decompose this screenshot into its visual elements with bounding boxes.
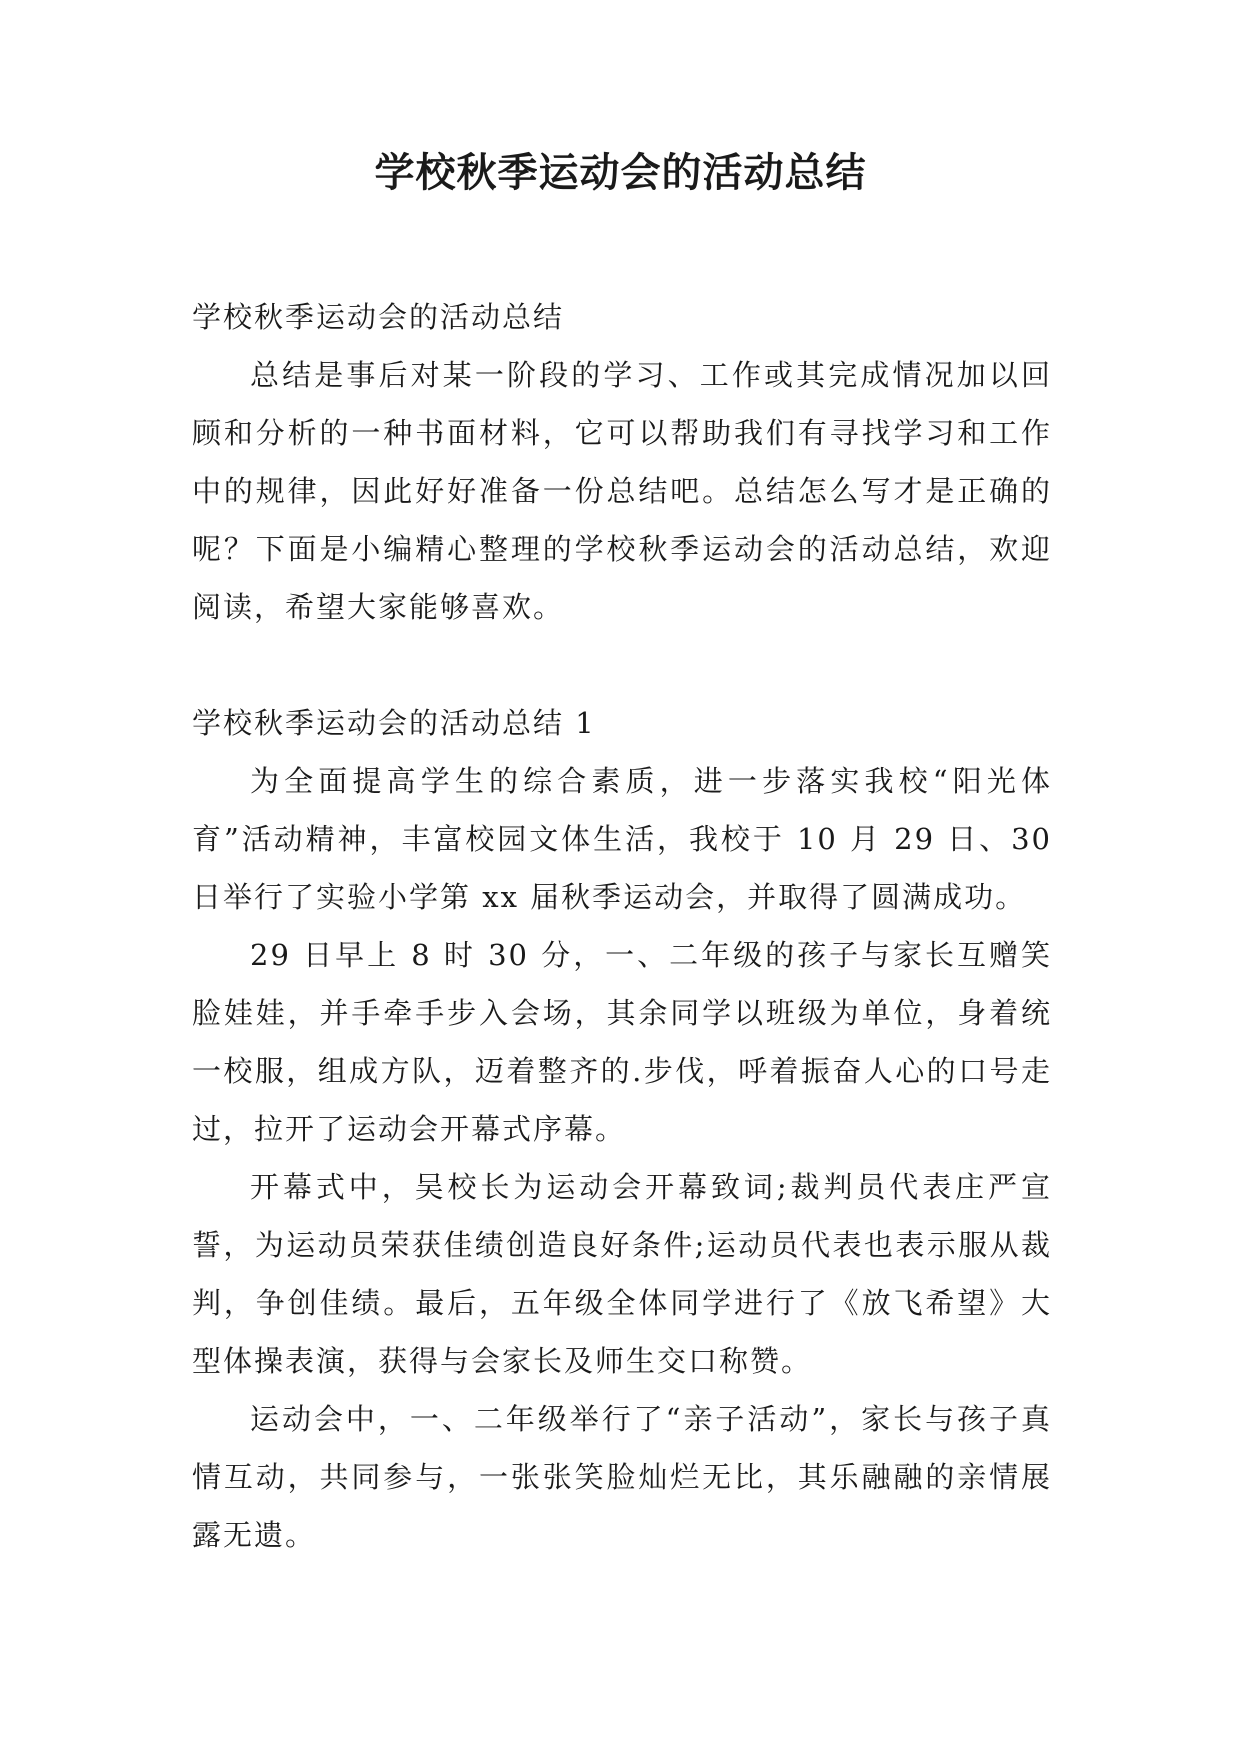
intro-paragraph: 总结是事后对某一阶段的学习、工作或其完成情况加以回顾和分析的一种书面材料，它可以帮助我们有寻找学习和工作中的规律，因此好好准备一份总结吧。总结怎么写才是正确的呢？下面是小编精心整理的学校秋季运动会的活动总结，欢迎阅读，希望大家能够喜欢。 [192,358,1052,624]
document-title: 学校秋季运动会的活动总结 [374,150,867,196]
intro-heading: 学校秋季运动会的活动总结 [192,300,565,334]
section-1-paragraph-4: 运动会中，一、二年级举行了“亲子活动”，家长与孩子真情互动，共同参与，一张张笑脸灿烂无比，其乐融融的亲情展露无遗。 [192,1402,1052,1552]
section-1-paragraph-1: 为全面提高学生的综合素质，进一步落实我校“阳光体育”活动精神，丰富校园文体生活，我校于 10 月 29 日、30 日举行了实验小学第 xx 届秋季运动会，并取得了圆满成功。 [192,764,1052,914]
document-body [192,288,1052,1564]
section-spacer [192,636,1052,694]
section-1-paragraph-3: 开幕式中，吴校长为运动会开幕致词;裁判员代表庄严宣誓，为运动员荣获佳绩创造良好条件;运动员代表也表示服从裁判，争创佳绩。最后，五年级全体同学进行了《放飞希望》大型体操表演，获得与会家长及师生交口称赞。 [192,1170,1052,1378]
section-1-paragraph-2: 29 日早上 8 时 30 分，一、二年级的孩子与家长互赠笑脸娃娃，并手牵手步入会场，其余同学以班级为单位，身着统一校服，组成方队，迈着整齐的.步伐，呼着振奋人心的口号走过，拉开了运动会开幕式序幕。 [192,938,1052,1146]
section-1-heading: 学校秋季运动会的活动总结 1 [192,706,596,740]
